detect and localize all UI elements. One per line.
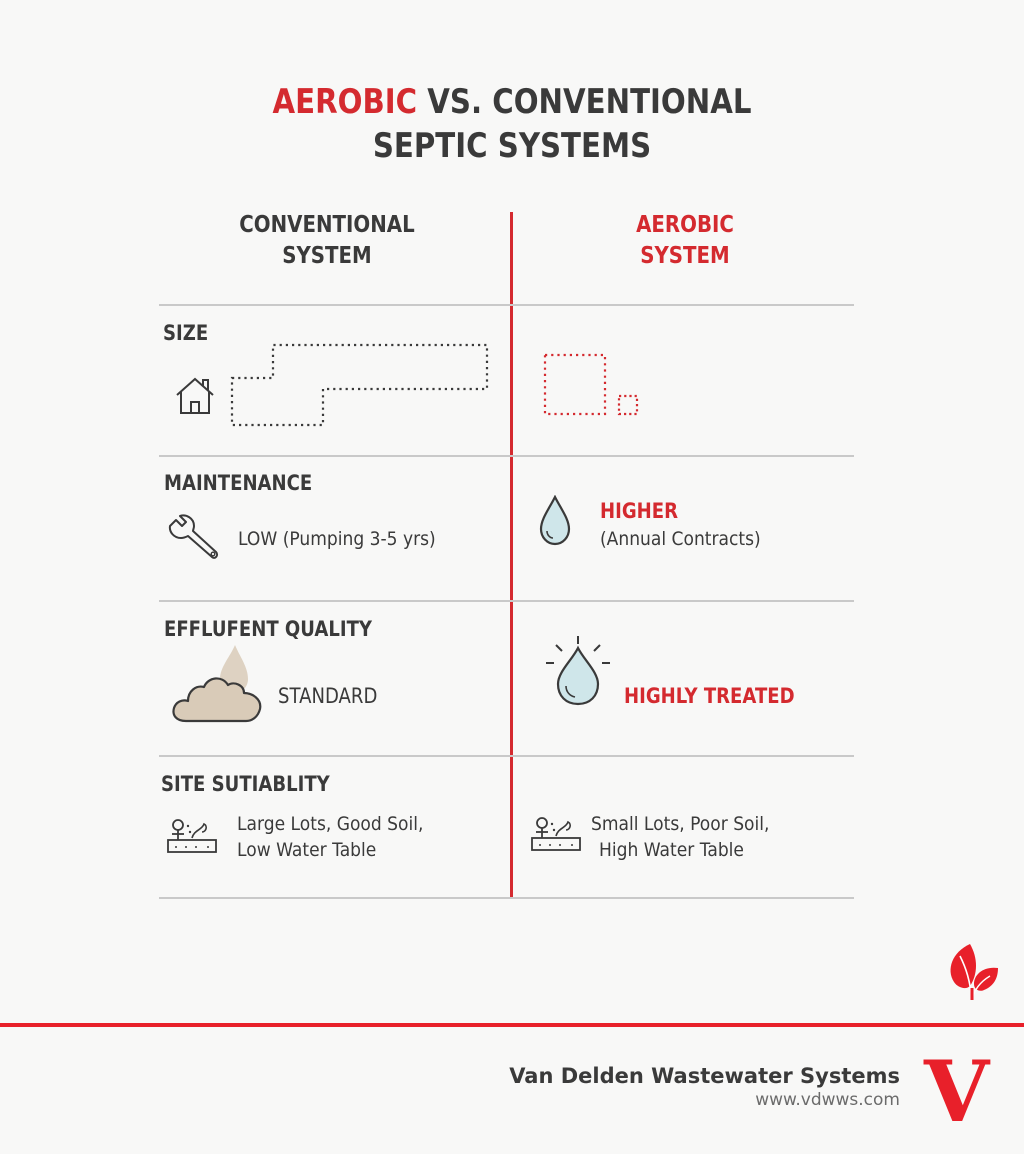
conventional-maintenance-value: LOW (Pumping 3-5 yrs) [238,528,436,550]
sparkling-drop-icon [544,636,612,708]
leaf-icon [944,940,1004,1002]
house-icon [174,376,218,416]
aerobic-maintenance-emphasis: HIGHER [600,499,679,523]
column-divider [510,212,513,898]
aerobic-header-line1: AEROBIC [636,212,734,238]
conventional-header-line2: SYSTEM [282,243,372,269]
company-logo: V [924,1042,990,1141]
conventional-site-line2: Low Water Table [237,839,377,861]
row-label-maintenance: MAINTENANCE [164,471,313,495]
conventional-drainfield-outline [228,342,492,430]
title-line2: SEPTIC SYSTEMS [372,126,652,166]
aerobic-column-header [556,210,814,272]
wrench-icon [166,514,222,562]
row-divider [159,755,854,757]
row-divider [159,455,854,457]
row-divider [159,304,854,306]
aerobic-tank-outline [541,351,641,419]
company-name: Van Delden Wastewater Systems [509,1064,900,1088]
page-title [72,80,953,168]
title-highlight: AEROBIC [272,82,418,122]
conventional-column-header [198,210,456,272]
aerobic-maintenance-value: (Annual Contracts) [600,528,761,550]
aerobic-site-line2: High Water Table [599,839,744,861]
murky-cloud-drop-icon [172,645,266,727]
title-line1: VS. CONVENTIONAL [417,82,752,122]
conventional-site-line1: Large Lots, Good Soil, [237,813,424,835]
footer-divider [0,1023,1024,1027]
row-label-size: SIZE [163,321,209,345]
land-soil-icon [166,818,218,856]
row-divider [159,897,854,899]
row-label-site-suitability: SITE SUTIABLITY [161,772,330,796]
land-soil-icon [530,816,582,854]
aerobic-effluent-value: HIGHLY TREATED [624,684,795,708]
company-url[interactable]: www.vdwws.com [755,1090,900,1110]
aerobic-site-line1: Small Lots, Poor Soil, [591,813,770,835]
aerobic-header-line2: SYSTEM [640,243,730,269]
row-divider [159,600,854,602]
water-drop-icon [538,495,572,547]
row-label-effluent: EFFLUFENT QUALITY [164,617,372,641]
conventional-effluent-value: STANDARD [278,684,378,708]
conventional-header-line1: CONVENTIONAL [239,212,415,238]
